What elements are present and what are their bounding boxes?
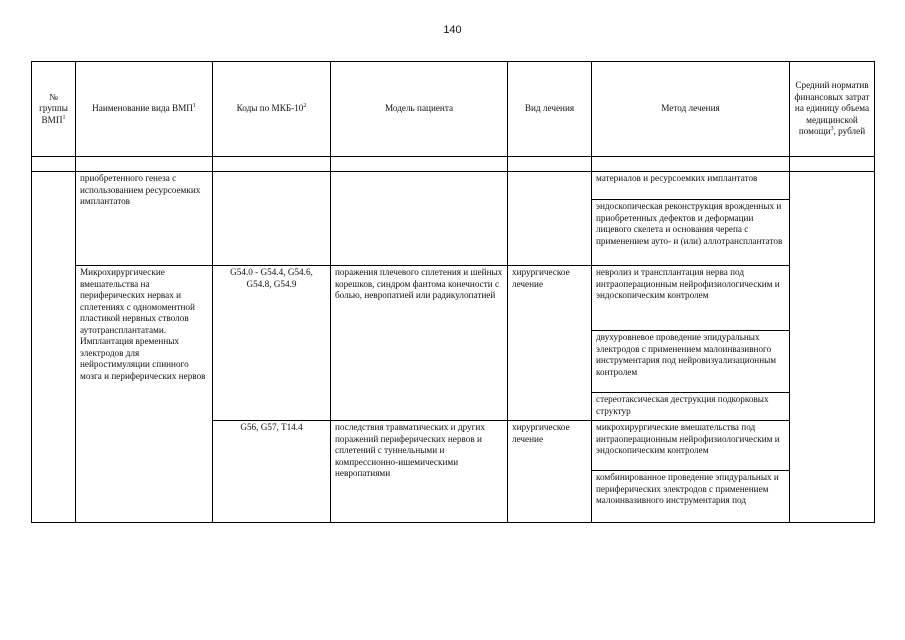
header-group-no: № группы ВМП$^1$ [32, 62, 76, 157]
method-cell: микрохирургические вмешательства под интраоперационным нейрофизиологическим и эндоскопическим контролем [592, 421, 790, 471]
empty-row [32, 157, 875, 172]
model-cell: последствия травматических и других поражений периферических нервов и сплетений с туннельными и компрессионно-ишемическими невропатиями [331, 421, 508, 523]
group-no-cell [32, 172, 76, 523]
header-model: Модель пациента [331, 62, 508, 157]
header-method: Метод лечения [592, 62, 790, 157]
treatment-type-cell: хирургическое лечение [508, 421, 592, 523]
vmp-table [31, 61, 875, 523]
table-cell [331, 157, 508, 172]
table-cell [592, 157, 790, 172]
header-cost: Средний норматив финансовых затрат на единицу объема медицинской помощи$^3$, рублей [790, 62, 875, 157]
method-cell: стереотаксическая деструкция подкорковых структур [592, 393, 790, 421]
header-row [32, 62, 875, 157]
codes-cell [213, 172, 331, 266]
table-cell [508, 157, 592, 172]
codes-cell: G54.0 - G54.4, G54.6, G54.8, G54.9 [213, 266, 331, 421]
method-cell: комбинированное проведение эпидуральных и периферических электродов с применением малоинвазивного инструментария под [592, 471, 790, 523]
page-number: 140 [443, 24, 462, 36]
header-treatment-type: Вид лечения [508, 62, 592, 157]
codes-cell: G56, G57, T14.4 [213, 421, 331, 523]
table-cell [790, 157, 875, 172]
table-row [32, 172, 875, 200]
cost-cell [790, 172, 875, 523]
vmp-name-cell: приобретенного генеза с использованием ресурсоемких имплантатов [76, 172, 213, 266]
method-cell: эндоскопическая реконструкция врожденных и приобретенных дефектов и деформации лицевого скелета и основания черепа с применением ауто- и (или) аллотрансплантатов [592, 200, 790, 266]
method-cell: материалов и ресурсоемких имплантатов [592, 172, 790, 200]
model-cell [331, 172, 508, 266]
treatment-type-cell: хирургическое лечение [508, 266, 592, 421]
table-row [32, 266, 875, 331]
method-cell: невролиз и трансплантация нерва под интраоперационным нейрофизиологическим и эндоскопическим контролем [592, 266, 790, 331]
model-cell: поражения плечевого сплетения и шейных корешков, синдром фантома конечности с болью, невропатией или радикулопатией [331, 266, 508, 421]
treatment-type-cell [508, 172, 592, 266]
table-cell [32, 157, 76, 172]
table-cell [76, 157, 213, 172]
method-cell: двухуровневое проведение эпидуральных электродов с применением малоинвазивного инструментария под нейровизуализационным контролем [592, 331, 790, 393]
header-codes: Коды по МКБ-$10^2$ [213, 62, 331, 157]
vmp-name-cell: Микрохирургические вмешательства на периферических нервах и сплетениях с одномоментной пластикой нервных стволов аутотрансплантатами. Имплантация временных электродов для нейростимуляции спинного мозга и периферических нервов [76, 266, 213, 523]
header-name: Наименование вида ВМП$^1$ [76, 62, 213, 157]
table-cell [213, 157, 331, 172]
